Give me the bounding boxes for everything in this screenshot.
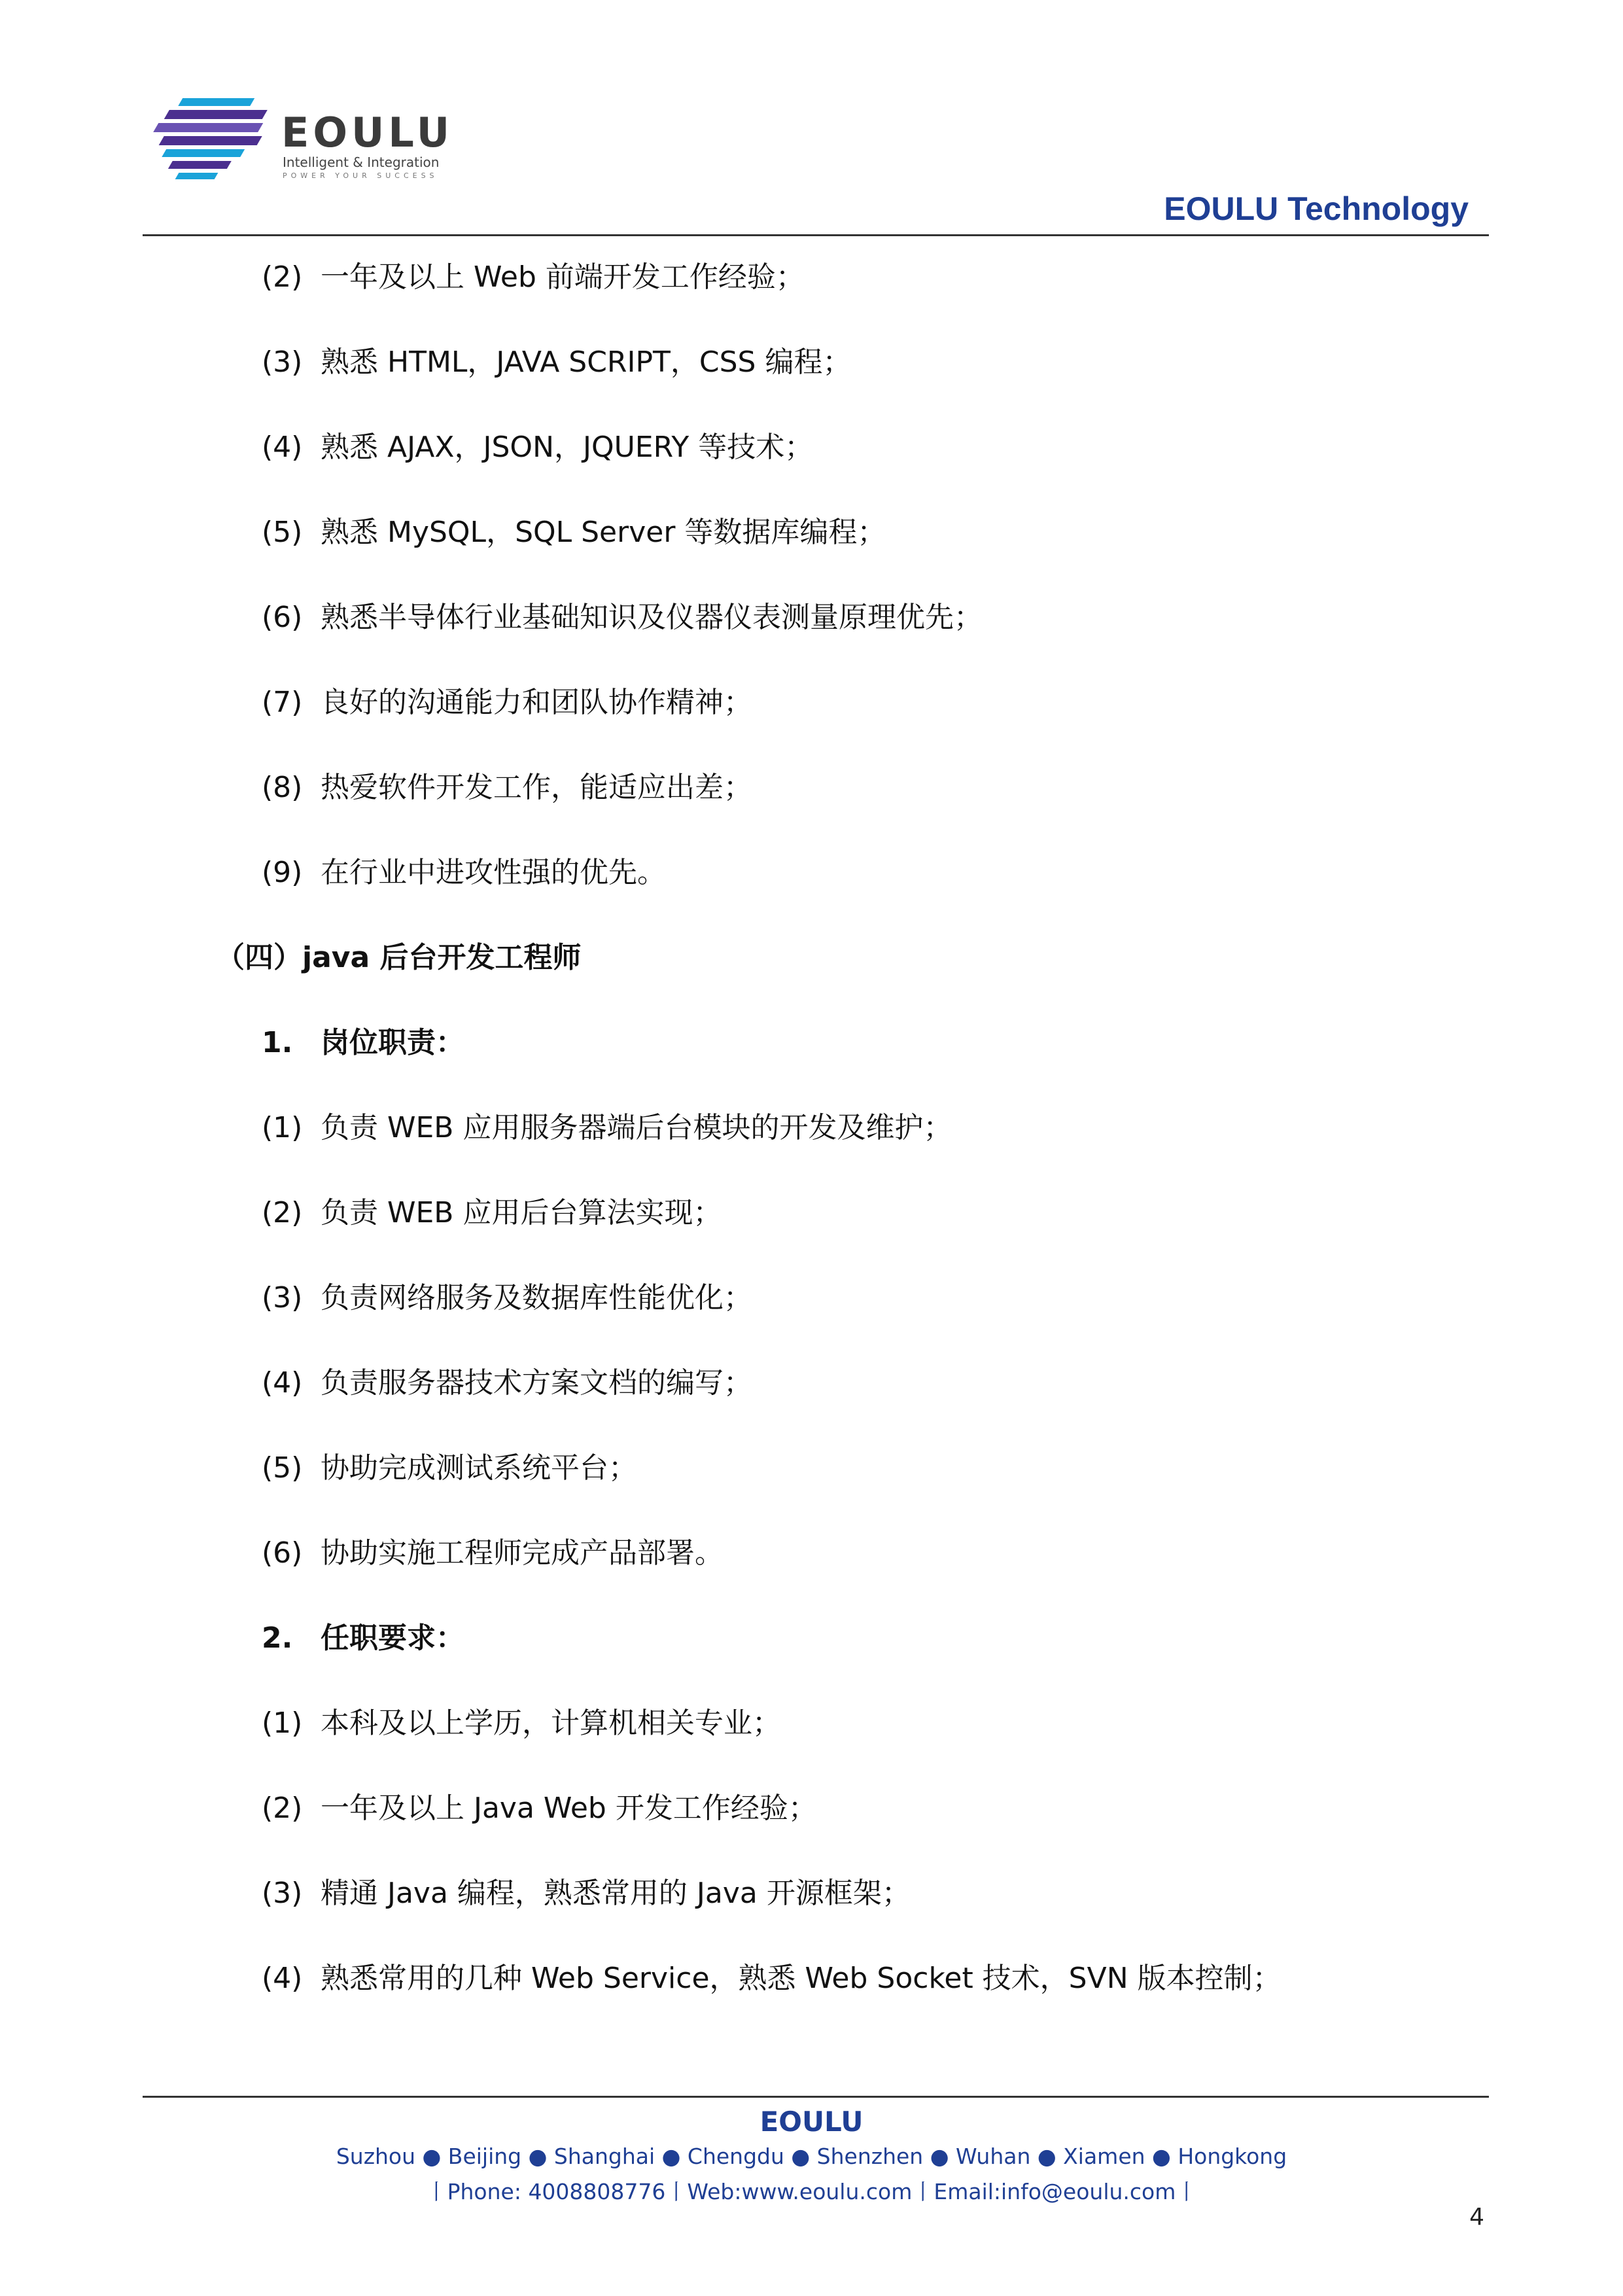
list-item: (4) 熟悉常用的几种 Web Service，熟悉 Web Socket 技术，SVN 版本控制； (262, 1962, 1282, 1995)
company-name: EOULU Technology (1164, 190, 1469, 227)
list-item: (3) 负责网络服务及数据库性能优化； (262, 1281, 752, 1315)
list-item: (5) 协助完成测试系统平台； (262, 1451, 637, 1485)
page-number: 4 (1469, 2204, 1484, 2231)
list-item: (6) 熟悉半导体行业基础知识及仪器仪表测量原理优先； (262, 601, 983, 634)
list-item: (3) 熟悉 HTML，JAVA SCRIPT，CSS 编程； (262, 345, 852, 379)
list-item: (6) 协助实施工程师完成产品部署。 (262, 1536, 724, 1570)
logo-tagline: Intelligent & Integration (283, 154, 440, 170)
logo-slogan: POWER YOUR SUCCESS (283, 171, 438, 180)
subsection-heading-duties: 1. 岗位职责： (262, 1026, 464, 1059)
header-divider (143, 234, 1489, 236)
footer-cities: Suzhou ● Beijing ● Shanghai ● Chengdu ● Shenzhen ● Wuhan ● Xiamen ● Hongkong (336, 2144, 1287, 2169)
list-item: (1) 负责 WEB 应用服务器端后台模块的开发及维护； (262, 1111, 952, 1144)
footer-contact: 丨Phone: 4008808776丨Web:www.eoulu.com丨Email:info@eoulu.com丨 (425, 2179, 1198, 2204)
logo-wordmark: EOULU (281, 109, 454, 156)
list-item: (9) 在行业中进攻性强的优先。 (262, 856, 666, 889)
list-item: (2) 一年及以上 Web 前端开发工作经验； (262, 260, 805, 294)
footer-brand: EOULU (759, 2106, 864, 2138)
list-item: (3) 精通 Java 编程，熟悉常用的 Java 开源框架； (262, 1877, 911, 1910)
logo-stripes-icon (141, 92, 271, 190)
list-item: (4) 熟悉 AJAX，JSON，JQUERY 等技术； (262, 431, 814, 464)
section-title: （四）java 后台开发工程师 (216, 941, 582, 974)
footer-divider (143, 2096, 1489, 2098)
list-item: (1) 本科及以上学历，计算机相关专业； (262, 1706, 781, 1740)
list-item: (4) 负责服务器技术方案文档的编写； (262, 1366, 752, 1400)
list-item: (7) 良好的沟通能力和团队协作精神； (262, 686, 752, 719)
list-item: (2) 负责 WEB 应用后台算法实现； (262, 1196, 722, 1229)
list-item: (8) 热爱软件开发工作，能适应出差； (262, 771, 752, 804)
subsection-heading-requirements: 2. 任职要求： (262, 1621, 464, 1655)
list-item: (2) 一年及以上 Java Web 开发工作经验； (262, 1792, 817, 1825)
list-item: (5) 熟悉 MySQL，SQL Server 等数据库编程； (262, 516, 886, 549)
